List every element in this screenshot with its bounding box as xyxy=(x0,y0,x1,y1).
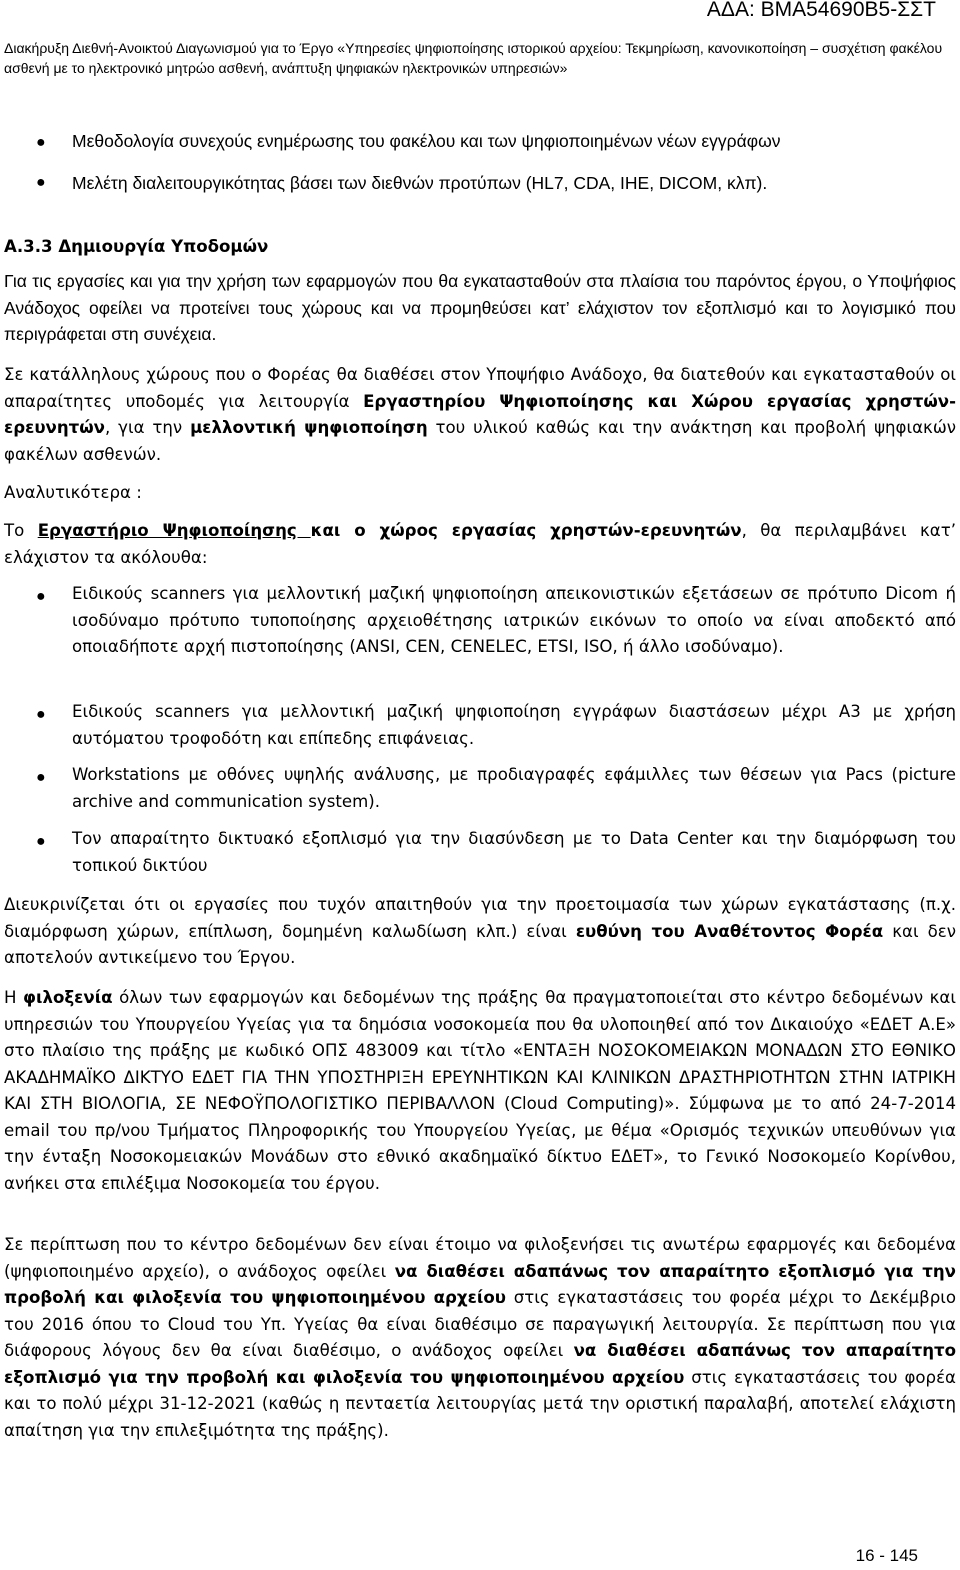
section-heading: Α.3.3 Δημιουργία Υποδομών xyxy=(4,237,269,256)
paragraph-clarification: Διευκρινίζεται ότι οι εργασίες που τυχόν απαιτηθούν για την προετοιμασία των χώρων εγκατάστασης (π.χ. διαμόρφωση χώρων, επίπλωση, δομημένη καλωδίωση κλπ.) είναι ευθύνη του Αναθέτοντος Φορέα και δεν αποτελούν αντικείμενο του Έργου. xyxy=(4,895,957,967)
page-number: 16 - 145 xyxy=(855,1546,918,1565)
list-item: Μεθοδολογία συνεχούς ενημέρωσης του φακέλου και των ψηφιοποιημένων νέων εγγράφων xyxy=(72,131,781,151)
bold-phrase: φιλοξενία xyxy=(23,988,113,1007)
paragraph-details-label: Αναλυτικότερα : xyxy=(4,483,142,502)
list-item: Μελέτη διαλειτουργικότητας βάσει των διεθνών προτύπων (HL7, CDA, IHE, DICOM, κλπ). xyxy=(72,173,768,193)
paragraph-hosting: Η φιλοξενία όλων των εφαρμογών και δεδομένων της πράξης θα πραγματοποιείται στο κέντρο δεδομένων και υπηρεσιών του Υπουργείου Υγείας για τα δημόσια νοσοκομεία που θα υλοποιηθεί από τον Δικαιούχο «ΕΔΕΤ Α.Ε» στο πλαίσιο της πράξης με κωδικό ΟΠΣ 483009 και τίτλο «ΕΝΤΑΞΗ ΝΟΣΟΚΟΜΕΙΑΚΩΝ ΜΟΝΑΔΩΝ ΣΤΟ ΕΘΝΙΚΟ ΑΚΑΔΗΜΑΪΚΟ ΔΙΚΤΥΟ ΕΔΕΤ ΓΙΑ ΤΗΝ ΥΠΟΣΤΗΡΙΞΗ ΕΡΕΥΝΗΤΙΚΩΝ ΚΑΙ ΚΛΙΝΙΚΩΝ ΔΡΑΣΤΗΡΙΟΤΗΤΩΝ ΣΤΗΝ ΙΑΤΡΙΚΗ ΚΑΙ ΣΤΗ ΒΙΟΛΟΓΙΑ, ΣΕ ΝΕΦΟΫΠΟΛΟΓΙΣΤΙΚΟ ΠΕΡΙΒΑΛΛΟΝ (Cloud Computing)». Σύμφωνα με το από 24-7-2014 email του πρ/νου Τμήματος Πληροφορικής του Υπουργείου Υγείας, με θέμα «Ορισμός τεχνικών υπευθύνων για την ένταξη Νοσοκομειακών Μονάδων στο εθνικό ακαδημαϊκό δίκτυο ΕΔΕΤ», το Γενικό Νοσοκομείο Κορίνθου, ανήκει στα επιλέξιμα Νοσοκομεία του έργου. xyxy=(4,988,956,1193)
bullet-icon: ● xyxy=(36,769,46,786)
bold-phrase: και ο χώρος εργασίας χρηστών-ερευνητών xyxy=(310,521,742,540)
document-header-title: Διακήρυξη Διεθνή-Ανοικτού Διαγωνισμού για το Έργο «Υπηρεσίες ψηφιοποίησης ιστορικού αρχείου: Τεκμηρίωση, κανονικοποίηση – συσχέτιση φακέλου ασθενή με το ηλεκτρονικό μητρώο ασθενή, ανάπτυξη ψηφιακών ηλεκτρονικών υπηρεσιών» xyxy=(4,40,943,76)
bullet-icon: ● xyxy=(36,588,46,605)
bullet-icon: ● xyxy=(36,174,46,191)
paragraph-intro: Για τις εργασίες και για την χρήση των εφαρμογών που θα εγκατασταθούν στα πλαίσια του παρόντος έργου, ο Υποψήφιος Ανάδοχος οφείλει να προτείνει τους χώρους και να προμηθεύσει κατ’ ελάχιστον τον εξοπλισμό και το λογισμικό που περιγράφεται στη συνέχεια. xyxy=(4,271,956,344)
paragraph-infrastructure: Σε κατάλληλους χώρους που ο Φορέας θα διαθέσει στον Υποψήφιο Ανάδοχο, θα διατεθούν και εγκατασταθούν οι απαραίτητες υποδομές για λειτουργία Εργαστηρίου Ψηφιοποίησης και Χώρου εργασίας χρηστών-ερευνητών, για την μελλοντική ψηφιοποίηση του υλικού καθώς και την ανάκτηση και προβολή ψηφιακών φακέλων ασθενών. xyxy=(4,365,956,464)
bullet-icon: ● xyxy=(36,134,46,151)
bullet-icon: ● xyxy=(36,833,46,850)
list-item: Τον απαραίτητο δικτυακό εξοπλισμό για την διασύνδεση με το Data Center και την διαμόρφωση του τοπικού δικτύου xyxy=(72,829,956,875)
paragraph-data-center-fallback: Σε περίπτωση που το κέντρο δεδομένων δεν είναι έτοιμο να φιλοξενήσει τις ανωτέρω εφαρμογές και δεδομένα (ψηφιοποιημένο αρχείο), ο ανάδοχος οφείλει να διαθέσει αδαπάνως τον απαραίτητο εξοπλισμό για την προβολή και φιλοξενία του ψηφιοποιημένου αρχείου στις εγκαταστάσεις του φορέα μέχρι το Δεκέμβριο του 2016 όπου το Cloud του Υπ. Υγείας θα είναι διαθέσιμο σε παραγωγική λειτουργία. Σε περίπτωση που για διάφορους λόγους δεν θα είναι διαθέσιμο, ο ανάδοχος οφείλει να διαθέσει αδαπάνως τον απαραίτητο εξοπλισμό για την προβολή και φιλοξενία του ψηφιοποιημένου αρχείου στις εγκαταστάσεις του φορέα και το πολύ μέχρι 31-12-2021 (καθώς η πενταετία λειτουργίας μετά την οριστική παραλαβή, αποτελεί ελάχιστη απαίτηση για την επιλεξιμότητα της πράξης). xyxy=(4,1235,956,1440)
list-item: Ειδικούς scanners για μελλοντική μαζική ψηφιοποίηση εγγράφων διαστάσεων μέχρι Α3 με χρήση αυτόματου τροφοδότη και επίπεδης επιφάνειας. xyxy=(72,702,956,748)
paragraph-lab-includes: Το Εργαστήριο Ψηφιοποίησης και ο χώρος εργασίας χρηστών-ερευνητών, θα περιλαμβάνει κατ’ ελάχιστον τα ακόλουθα: xyxy=(4,521,956,567)
document-ada-code: ΑΔΑ: ΒΜΑ54690Β5-ΣΣΤ xyxy=(706,0,936,21)
bold-phrase: να διαθέσει αδαπάνως τον απαραίτητο εξοπλισμό για την προβολή και φιλοξενία του ψηφιοποιημένου αρχείου xyxy=(4,1261,956,1307)
bullet-icon: ● xyxy=(36,706,46,723)
list-item: Ειδικούς scanners για μελλοντική μαζική ψηφιοποίηση απεικονιστικών εξετάσεων σε πρότυπο Dicom ή ισοδύναμο πρότυπο τυποποίησης αρχειοθέτησης ιατρικών εικόνων το οποίο να είναι αποδεκτό από οποιαδήποτε αρχή πιστοποίησης (ANSI, CEN, CENELEC, ETSI, ISO, ή άλλο ισοδύναμο). xyxy=(72,584,956,656)
underlined-phrase: Εργαστήριο Ψηφιοποίησης xyxy=(37,521,311,540)
bold-phrase: Εργαστηρίου Ψηφιοποίησης και Χώρου εργασίας χρηστών-ερευνητών xyxy=(4,391,956,437)
list-item: Workstations με οθόνες υψηλής ανάλυσης, με προδιαγραφές εφάμιλλες των θέσεων για Pacs (picture archive and communication system). xyxy=(72,765,956,811)
bold-phrase: μελλοντική ψηφιοποίηση xyxy=(190,418,428,437)
bold-phrase: ευθύνη του Αναθέτοντος Φορέα xyxy=(575,921,884,941)
bold-phrase: να διαθέσει αδαπάνως τον απαραίτητο εξοπλισμό για την προβολή και φιλοξενία του ψηφιοποιημένου αρχείου xyxy=(4,1341,956,1387)
